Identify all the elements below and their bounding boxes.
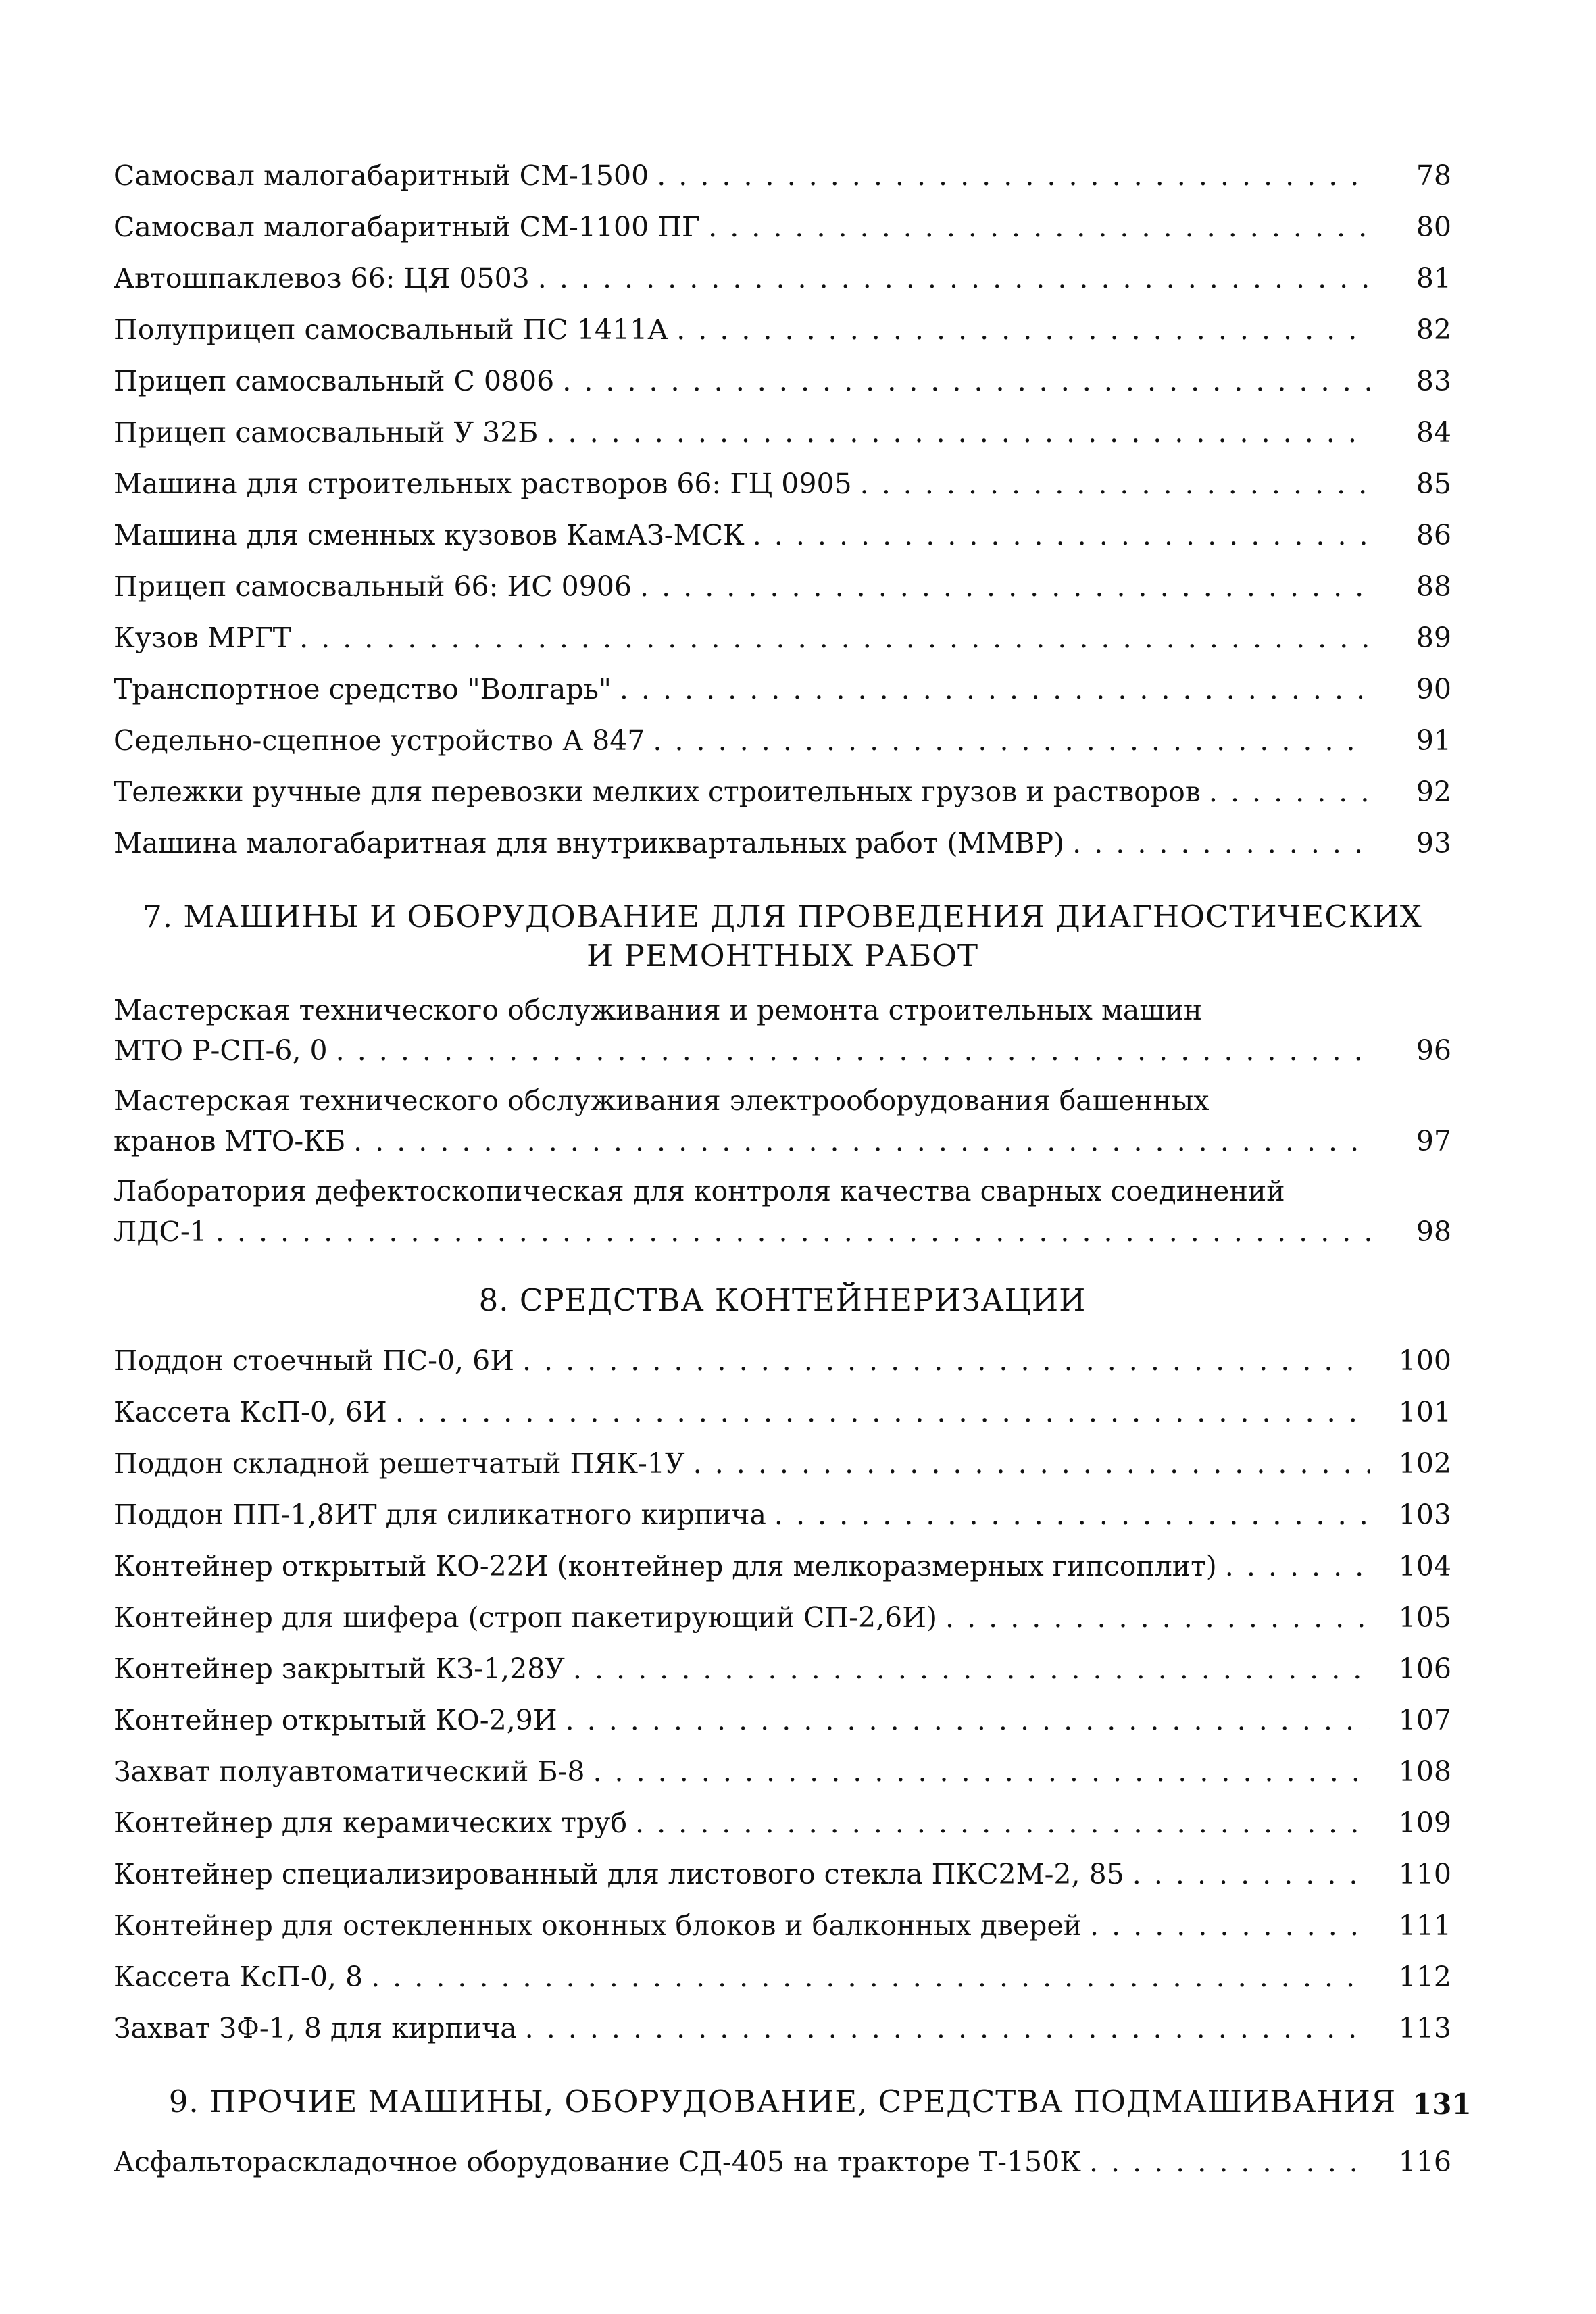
entry-page: 88 — [1416, 570, 1451, 603]
toc-entry — [114, 1386, 1451, 1438]
entry-title: Контейнер для остекленных оконных блоков и балконных дверей — [114, 1909, 1082, 1942]
entry-page: 101 — [1398, 1396, 1451, 1428]
entry-page: 93 — [1416, 827, 1451, 859]
toc-entry — [114, 663, 1451, 715]
entry-title-line2: ЛДС-1 — [114, 1215, 207, 1248]
leader-dots — [573, 1643, 1370, 1694]
entry-page: 80 — [1416, 211, 1451, 243]
entry-page: 81 — [1416, 262, 1451, 295]
entry-title: Контейнер открытый КО-22И (контейнер для мелкоразмерных гипсоплит) — [114, 1550, 1217, 1582]
entry-title: Контейнер открытый КО-2,9И — [114, 1704, 557, 1736]
page-number: 131 — [1412, 2088, 1472, 2121]
toc-entry — [114, 612, 1451, 663]
toc-entry — [114, 1900, 1451, 1951]
toc-entry — [114, 818, 1451, 869]
toc-entry — [114, 561, 1451, 612]
entry-title: Седельно-сцепное устройство А 847 — [114, 724, 645, 757]
entry-page: 113 — [1398, 2012, 1451, 2044]
entry-page: 111 — [1398, 1909, 1451, 1942]
toc-group-1 — [114, 150, 1451, 869]
toc-entry-multiline — [114, 1081, 1451, 1162]
entry-page: 84 — [1416, 416, 1451, 449]
entry-page: 96 — [1416, 1034, 1451, 1067]
entry-title: Контейнер для керамических труб — [114, 1807, 628, 1839]
entry-title-line2: кранов МТО-КБ — [114, 1125, 346, 1157]
leader-dots — [1090, 1900, 1370, 1951]
entry-page: 78 — [1416, 159, 1451, 192]
entry-title-line1: Мастерская технического обслуживания электрооборудования башенных — [114, 1084, 1210, 1117]
toc-entry — [114, 1746, 1451, 1797]
toc-entry — [114, 150, 1451, 201]
toc-entry — [114, 1489, 1451, 1540]
leader-dots — [1209, 766, 1370, 818]
entry-page: 97 — [1416, 1125, 1451, 1157]
toc-entry — [114, 1335, 1451, 1386]
entry-title: Кузов МРГТ — [114, 622, 292, 654]
leader-dots — [693, 1438, 1370, 1489]
entry-title: Машина малогабаритная для внутриквартальных работ (ММВР) — [114, 827, 1065, 859]
toc-entry — [114, 1694, 1451, 1746]
leader-dots — [860, 458, 1370, 509]
entry-title: Захват ЗФ-1, 8 для кирпича — [114, 2012, 517, 2044]
entry-title: Асфальтораскладочное оборудование СД-405 на тракторе Т-150К — [114, 2146, 1081, 2178]
entry-title: Тележки ручные для перевозки мелких строительных грузов и растворов — [114, 776, 1201, 808]
leader-dots — [1132, 1848, 1370, 1900]
section-8-heading: 8. СРЕДСТВА КОНТЕЙНЕРИЗАЦИИ — [478, 1282, 1087, 1318]
toc-group-8 — [114, 1335, 1451, 2054]
entry-page: 92 — [1416, 776, 1451, 808]
entry-title: Контейнер специализированный для листового стекла ПКС2М-2, 85 — [114, 1858, 1124, 1890]
entry-title: Самосвал малогабаритный СМ-1500 — [114, 159, 649, 192]
entry-page: 110 — [1398, 1858, 1451, 1890]
toc-entry — [114, 715, 1451, 766]
leader-dots — [562, 355, 1370, 407]
toc-entry — [114, 766, 1451, 818]
entry-title: Прицеп самосвальный 66: ИС 0906 — [114, 570, 632, 603]
entry-title: Кассета КсП-0, 6И — [114, 1396, 387, 1428]
toc-entry — [114, 304, 1451, 355]
entry-page: 116 — [1398, 2146, 1451, 2178]
toc-entry — [114, 1951, 1451, 2003]
section-7-heading-line2: И РЕМОНТНЫХ РАБОТ — [586, 938, 979, 974]
toc-entry — [114, 201, 1451, 253]
leader-dots — [945, 1592, 1370, 1643]
toc-entry — [114, 1540, 1451, 1592]
entry-page: 98 — [1416, 1215, 1451, 1248]
toc-entry-multiline — [114, 1172, 1451, 1253]
entry-title-line1: Мастерская технического обслуживания и ремонта строительных машин — [114, 994, 1203, 1026]
entry-title: Поддон стоечный ПС-0, 6И — [114, 1344, 514, 1377]
leader-dots — [299, 612, 1370, 663]
table-of-contents — [114, 150, 1451, 2188]
entry-page: 86 — [1416, 519, 1451, 551]
toc-entry — [114, 1592, 1451, 1643]
toc-entry — [114, 1438, 1451, 1489]
entry-page: 100 — [1398, 1344, 1451, 1377]
leader-dots — [216, 1211, 1370, 1253]
toc-group-9 — [114, 2136, 1451, 2188]
leader-dots — [538, 253, 1370, 304]
leader-dots — [635, 1797, 1370, 1848]
entry-page: 104 — [1398, 1550, 1451, 1582]
entry-title: Полуприцеп самосвальный ПС 1411А — [114, 313, 669, 346]
entry-title: Кассета КсП-0, 8 — [114, 1961, 364, 1993]
entry-page: 102 — [1398, 1447, 1451, 1480]
toc-entry — [114, 1643, 1451, 1694]
leader-dots — [620, 663, 1370, 715]
leader-dots — [753, 509, 1370, 561]
entry-title: Контейнер закрытый КЗ-1,28У — [114, 1653, 565, 1685]
entry-title: Захват полуавтоматический Б-8 — [114, 1755, 585, 1788]
leader-dots — [708, 201, 1370, 253]
entry-page: 85 — [1416, 468, 1451, 500]
leader-dots — [774, 1489, 1370, 1540]
toc-entry — [114, 407, 1451, 458]
entry-page: 103 — [1398, 1499, 1451, 1531]
leader-dots — [676, 304, 1370, 355]
entry-title: Прицеп самосвальный У 32Б — [114, 416, 539, 449]
leader-dots — [371, 1951, 1370, 2003]
toc-entry — [114, 509, 1451, 561]
leader-dots — [593, 1746, 1370, 1797]
toc-entry — [114, 355, 1451, 407]
section-7-heading — [114, 897, 1451, 976]
entry-page: 106 — [1398, 1653, 1451, 1685]
leader-dots — [353, 1120, 1370, 1162]
entry-title: Машина для строительных растворов 66: ГЦ 0905 — [114, 468, 852, 500]
entry-page: 105 — [1398, 1601, 1451, 1634]
toc-entry — [114, 1797, 1451, 1848]
section-9-heading: 9. ПРОЧИЕ МАШИНЫ, ОБОРУДОВАНИЕ, СРЕДСТВА ПОДМАШИВАНИЯ — [168, 2084, 1397, 2119]
leader-dots — [525, 2003, 1370, 2054]
entry-title: Самосвал малогабаритный СМ-1100 ПГ — [114, 211, 701, 243]
leader-dots — [395, 1386, 1370, 1438]
entry-page: 83 — [1416, 365, 1451, 397]
leader-dots — [657, 150, 1370, 201]
leader-dots — [1072, 818, 1370, 869]
entry-page: 91 — [1416, 724, 1451, 757]
entry-page: 108 — [1398, 1755, 1451, 1788]
toc-entry — [114, 253, 1451, 304]
toc-entry — [114, 2136, 1451, 2188]
toc-entry — [114, 458, 1451, 509]
entry-page: 90 — [1416, 673, 1451, 705]
entry-title: Прицеп самосвальный С 0806 — [114, 365, 555, 397]
entry-page: 112 — [1398, 1961, 1451, 1993]
entry-page: 89 — [1416, 622, 1451, 654]
entry-title: Машина для сменных кузовов КамАЗ-МСК — [114, 519, 745, 551]
toc-entry — [114, 2003, 1451, 2054]
entry-title: Автошпаклевоз 66: ЦЯ 0503 — [114, 262, 530, 295]
entry-title: Поддон ПП-1,8ИТ для силикатного кирпича — [114, 1499, 766, 1531]
leader-dots — [336, 1030, 1370, 1072]
entry-title: Контейнер для шифера (строп пакетирующий СП-2,6И) — [114, 1601, 937, 1634]
leader-dots — [640, 561, 1370, 612]
leader-dots — [653, 715, 1370, 766]
entry-title: Поддон складной решетчатый ПЯК-1У — [114, 1447, 685, 1480]
entry-page: 109 — [1398, 1807, 1451, 1839]
entry-title-line2: МТО Р-СП-6, 0 — [114, 1034, 328, 1067]
entry-page: 107 — [1398, 1704, 1451, 1736]
leader-dots — [546, 407, 1370, 458]
section-7-heading-line1: 7. МАШИНЫ И ОБОРУДОВАНИЕ ДЛЯ ПРОВЕДЕНИЯ ДИАГНОСТИЧЕСКИХ — [143, 899, 1422, 934]
leader-dots — [1225, 1540, 1370, 1592]
entry-page: 82 — [1416, 313, 1451, 346]
toc-entry-multiline — [114, 990, 1451, 1072]
entry-title: Транспортное средство "Волгарь" — [114, 673, 612, 705]
entry-title-line1: Лаборатория дефектоскопическая для контроля качества сварных соединений — [114, 1175, 1285, 1207]
leader-dots — [1089, 2136, 1370, 2188]
toc-entry — [114, 1848, 1451, 1900]
leader-dots — [566, 1694, 1370, 1746]
leader-dots — [522, 1335, 1370, 1386]
